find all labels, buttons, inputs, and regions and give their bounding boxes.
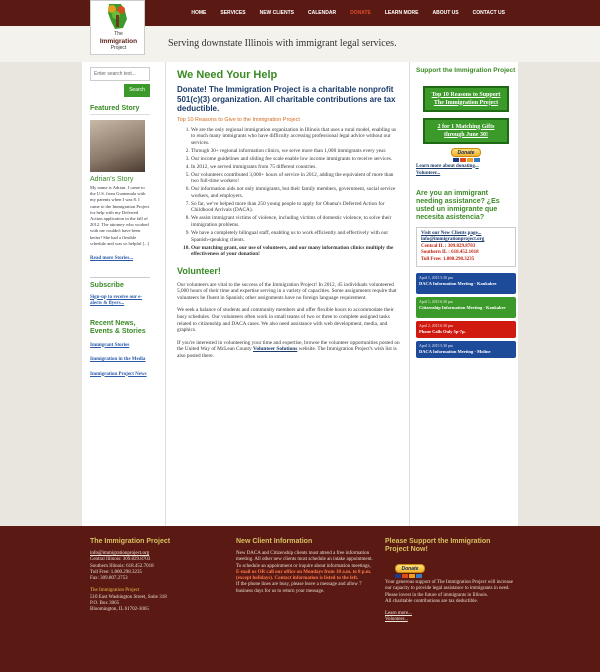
footer-support-column bbox=[385, 538, 515, 624]
event-name: DACA Information Meeting - Moline bbox=[419, 349, 491, 354]
left-sidebar bbox=[90, 67, 150, 378]
donate-button[interactable]: Donate bbox=[451, 148, 481, 157]
footer-learn-more-link[interactable]: Learn more... bbox=[385, 611, 412, 617]
footer-email-link[interactable]: info@immigrationproject.org bbox=[90, 551, 150, 556]
news-link-project-news[interactable]: Immigration Project News bbox=[90, 371, 147, 377]
assistance-heading: Are you an immigrant needing assistance? ¿Es usted un inmigrante que necesita asistencia? bbox=[416, 189, 500, 221]
southern-phone: Southern IL : 618.452.1018 bbox=[421, 250, 479, 255]
event-time: April 1, 2015 5:30 pm bbox=[419, 276, 453, 280]
search-button[interactable]: Search bbox=[124, 84, 150, 97]
central-phone: Central IL : 309.829.8703 bbox=[421, 243, 476, 249]
story-title[interactable]: Adrian's Story bbox=[90, 176, 134, 183]
footer-volunteer-link[interactable]: Volunteer... bbox=[385, 617, 408, 623]
event-item[interactable] bbox=[416, 341, 516, 358]
list-item: 5. Our volunteers contributed 3,000+ hours of service in 2012, adding the equivalent of more than two full-time workers! bbox=[191, 172, 401, 185]
top-10-reasons-button[interactable]: Top 10 Reasons to Support The Immigration Project bbox=[423, 86, 509, 112]
footer-address-3: Bloomington, IL 61702-3065 bbox=[90, 607, 149, 613]
client-contact-box bbox=[416, 227, 516, 268]
volunteer-solutions-link[interactable]: Volunteer Solutions bbox=[252, 346, 298, 353]
right-sidebar bbox=[416, 67, 516, 358]
site-tagline: Serving downstate Illinois with immigrant legal services. bbox=[168, 38, 397, 49]
list-item: 6. Our information aids not only immigrants, but their family members, government, social service workers, and employers. bbox=[191, 186, 401, 199]
footer-new-client-column bbox=[236, 538, 374, 595]
footer-address-2: P.O. Box 3065 bbox=[90, 601, 120, 607]
footer-tollfree: Toll Free: 1.800.298.3235 bbox=[90, 569, 143, 575]
logo-line-2: Immigration bbox=[99, 38, 138, 45]
featured-story-heading: Featured Story bbox=[90, 105, 150, 115]
list-item: 7. So far, we've helped more than 250 young people to apply for Obama's Deferred Action for Childhood Arrivals (DACA). bbox=[191, 201, 401, 214]
event-item[interactable] bbox=[416, 321, 516, 338]
news-link-immigrant-stories[interactable]: Immigrant Stories bbox=[90, 342, 130, 348]
nav-home[interactable]: HOME bbox=[191, 10, 207, 16]
new-clients-link[interactable]: Visit our New Clients page... bbox=[421, 230, 482, 236]
matching-gifts-button[interactable]: 2 for 1 Matching Gifts through June 30! bbox=[423, 118, 509, 144]
volunteer-paragraph-1: Our volunteers are vital to the success of the Immigration Project! In 2012, 45 individuals volunteered 5,000 hours of their time and expertise serving in a variety of capacities. Some assignments require that volunteers be fluent in Spanish; other assignments have no foreign language requirement. bbox=[177, 281, 397, 301]
subscribe-heading: Subscribe bbox=[90, 281, 124, 289]
footer-donate-button[interactable]: Donate bbox=[395, 564, 425, 573]
site-footer bbox=[0, 526, 600, 672]
footer-contact-heading: The Immigration Project bbox=[90, 538, 171, 545]
volunteer-paragraph-2: We seek a balance of students and community members and offer flexible hours to accommodate their busy schedules. Our volunteers often work in small teams of two or three to complete assigned tasks related to citizenship and DACA cases. We also need assistance with web development, media, and graphics. bbox=[177, 307, 394, 334]
footer-org-name: The Immigration Project bbox=[90, 588, 140, 594]
list-item: 10. Our matching grant, our use of volunteers, and our many information clinics multiply the effectiveness of your donation! bbox=[191, 245, 401, 258]
volunteer-link[interactable]: Volunteer... bbox=[416, 170, 441, 176]
volunteer-paragraph-3 bbox=[177, 340, 401, 360]
list-item: 3. Our income guidelines and sliding fee scale enable low income immigrants to receive services. bbox=[191, 156, 401, 163]
nav-contact-us[interactable]: CONTACT US bbox=[472, 10, 505, 16]
volunteer-heading: Volunteer! bbox=[177, 265, 221, 276]
footer-support-text: Your generous support of The Immigration Project will increase our capacity to provide legal assistance to immigrants in need. Please invest in the future of immigrants in Illinois. bbox=[385, 580, 513, 598]
list-item: 1. We are the only regional immigration organization in Illinois that uses a rural model, enabling us to reach many immigrants who have difficulty accessing professional legal advice without our services. bbox=[191, 127, 401, 147]
event-name: Citizenship Information Meeting - Kankakee bbox=[419, 305, 506, 310]
logo-line-3: Project bbox=[110, 45, 127, 51]
reasons-heading: Top 10 Reasons to Give to the Immigration Project bbox=[177, 116, 300, 123]
logo-line-1: The bbox=[114, 31, 123, 37]
event-item[interactable] bbox=[416, 273, 516, 294]
footer-tax-text: All charitable contributions are tax deductible. bbox=[385, 598, 479, 604]
footer-new-client-heading: New Client Information bbox=[236, 538, 313, 545]
volunteer-text-b: website. The Immigration Project's wish list is also posted there. bbox=[177, 346, 397, 360]
page-title: We Need Your Help bbox=[177, 69, 278, 81]
read-more-stories-link[interactable]: Read more Stories... bbox=[90, 256, 134, 262]
event-time: April 1, 2015 6:30 pm bbox=[419, 300, 453, 304]
nav-new-clients[interactable]: NEW CLIENTS bbox=[259, 10, 295, 16]
event-item[interactable] bbox=[416, 297, 516, 318]
nav-calendar[interactable]: CALENDAR bbox=[308, 10, 337, 16]
nav-donate[interactable]: DONATE bbox=[350, 10, 371, 16]
learn-more-donating-link[interactable]: Learn more about donating... bbox=[416, 163, 479, 169]
footer-southern-phone: Southern Illinois: 618.452.7018 bbox=[90, 563, 154, 569]
support-heading: Support the Immigration Project bbox=[416, 67, 516, 74]
event-time: April 2, 2015 6:30 pm bbox=[419, 324, 453, 328]
donate-heading: Donate! The Immigration Project is a charitable nonprofit 501(c)(3) organization. All charitable contributions are tax deductible. bbox=[177, 85, 396, 113]
story-excerpt: My name is Adrian. I came to the U.S. from Guatemala with my parents when I was 8. I came to the Immigration Project for help with my Deferred Action application in the fall of 2012. The attorney who worked with me couldn't have been better! She had a flexible schedule and was so helpful [...] bbox=[90, 185, 150, 246]
client-email-link[interactable]: info@immigrationproject.org bbox=[421, 237, 485, 242]
news-link-media[interactable]: Immigration in the Media bbox=[90, 357, 146, 363]
volunteer-text-a: If you're interested in volunteering your time and expertise, browse the volunteer opportunities posted on the United Way of McLean County bbox=[177, 339, 400, 353]
tollfree-phone: Toll Free: 1.800.298.3235 bbox=[421, 256, 475, 262]
search-input[interactable]: Enter search text... bbox=[90, 67, 150, 81]
footer-client-red-text: E-mail us OR call our office on Mondays from 10 a.m. to 8 p.m. (except holidays). Contact information is listed to the left. bbox=[236, 569, 372, 582]
event-name: DACA Information Meeting - Kankakee bbox=[419, 281, 497, 286]
list-item: 2. Through 30+ regional information clinics, we serve more than 1,000 immigrants every year. bbox=[191, 148, 401, 155]
featured-story-photo[interactable] bbox=[90, 120, 145, 172]
site-logo[interactable] bbox=[90, 0, 145, 55]
footer-client-text-2: If the phone lines are busy, please leave a message and allow 7 business days for us to return your message. bbox=[236, 582, 362, 594]
footer-support-heading: Please Support the Immigration Project Now! bbox=[385, 538, 491, 553]
footer-fax: Fax: 309.807.2753 bbox=[90, 576, 128, 582]
footer-payment-cards-icon bbox=[395, 574, 515, 578]
nav-about-us[interactable]: ABOUT US bbox=[432, 10, 459, 16]
list-item: 8. We assist immigrant victims of violence, including victims of domestic violence, to solve their immigration problems. bbox=[191, 215, 401, 228]
list-item: 4. In 2012, we served immigrants from 75 different countries. bbox=[191, 164, 401, 171]
payment-cards-icon bbox=[416, 158, 516, 162]
footer-contact-column bbox=[90, 538, 235, 614]
main-nav bbox=[184, 0, 512, 26]
footer-address-1: 510 East Washington Street, Suite 318 bbox=[90, 594, 167, 600]
footer-client-text-1: New DACA and Citizenship clients must attend a free information meeting. All other new clients must schedule an intake appointment. To schedule an appointment or inquire about information meetings, bbox=[236, 551, 373, 569]
reasons-list bbox=[177, 127, 401, 258]
subscribe-link[interactable]: Sign-up to receive our e-alerts & flyers... bbox=[90, 294, 143, 307]
list-item: 9. We have a completely bilingual staff, enabling us to work efficiently and effectively with our Spanish-speaking clients. bbox=[191, 230, 401, 243]
event-time: April 3, 2015 5:30 pm bbox=[419, 344, 453, 348]
main-column bbox=[165, 62, 410, 526]
event-name: Phone Calls Only 5p-7p. bbox=[419, 329, 466, 334]
footer-central-phone: Central Illinois: 309.829.8703 bbox=[90, 557, 151, 563]
nav-learn-more[interactable]: LEARN MORE bbox=[384, 10, 419, 16]
sidebar-divider bbox=[90, 277, 150, 278]
nav-services[interactable]: SERVICES bbox=[220, 10, 246, 16]
illinois-tree-logo-icon bbox=[91, 1, 146, 31]
news-heading: Recent News, Events & Stories bbox=[90, 319, 146, 336]
